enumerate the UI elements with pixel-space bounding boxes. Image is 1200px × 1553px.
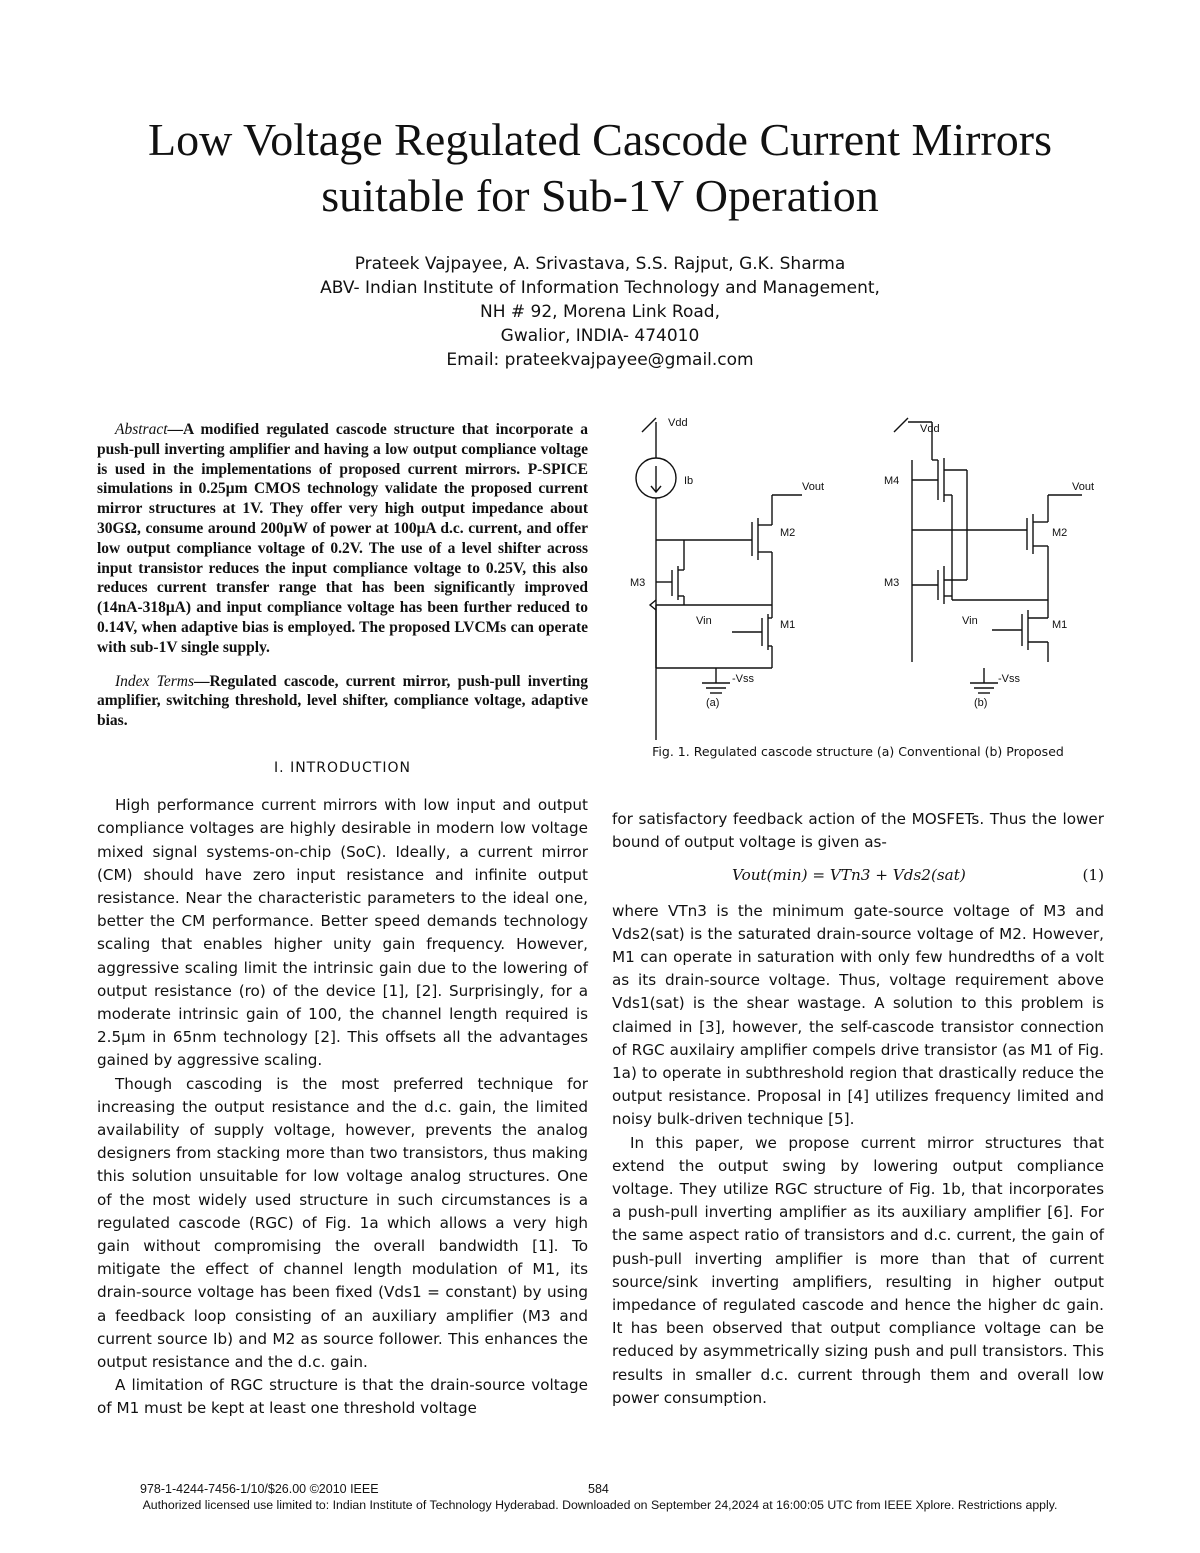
index-terms-label: Index Terms	[115, 672, 194, 690]
label-m3-a: M3	[630, 577, 646, 589]
title-line-1: Low Voltage Regulated Cascode Current Mirrors	[147, 114, 1053, 165]
isbn: 978-1-4244-7456-1/10/$26.00 ©2010 IEEE	[140, 1482, 379, 1496]
license-notice: Authorized licensed use limited to: Indian Institute of Technology Hyderabad. Downloaded on September 24,2024 at 16:00:05 UTC from IEEE Xplore. Restrictions apply.	[142, 1498, 1058, 1512]
author-block	[0, 252, 1200, 372]
label-m4: M4	[884, 475, 900, 487]
index-terms	[97, 672, 588, 731]
right-column	[612, 808, 1104, 1410]
abstract-label: Abstract	[115, 421, 168, 438]
label-vdd-b: Vdd	[920, 423, 940, 435]
paragraph: A limitation of RGC structure is that the drain-source voltage of M1 must be kept at least one threshold voltage	[97, 1376, 588, 1418]
label-m1-a: M1	[780, 619, 796, 631]
figure-1	[612, 400, 1104, 745]
abstract	[97, 420, 588, 658]
abstract-text: —A modified regulated cascode structure that incorporate a push-pull inverting amplifier and having a low output compliance voltage is used in the implementations of proposed current mirrors. P-SPICE simulations in 0.25μm CMOS technology validate the proposed current mirror structures at 1V. They offer very high output impedance about 30GΩ, consume around 200μW of power at 100μA d.c. current, and offer low output compliance voltage of 0.2V. The use of a level shifter across input transistor reduces the input compliance voltage to 0.25V, this also reduces current transfer range that has been significantly improved (14nA-318μA) and input compliance voltage has been further reduced to 0.14V, when adaptive bias is employed. The proposed LVCMs can operate with sub-1V single supply.	[97, 421, 588, 656]
affiliation-line-3: Gwalior, INDIA- 474010	[500, 326, 700, 346]
index-terms-text: —Regulated cascode, current mirror, push-pull inverting amplifier, switching threshold, level shifter, compliance voltage, adaptive bias.	[97, 672, 588, 730]
label-vdd-a: Vdd	[668, 417, 688, 429]
label-vout-b: Vout	[1072, 481, 1095, 493]
left-column	[97, 420, 588, 1421]
email: Email: prateekvajpayee@gmail.com	[446, 350, 754, 370]
circuit-diagrams	[612, 400, 1104, 745]
paragraph: Though cascoding is the most preferred technique for increasing the output resistance and the d.c. gain, the limited availability of supply voltage, however, prevents the analog designers from stacking more than two transistors, thus making this solution unsuitable for low voltage analog structures. One of the most widely used structure in such circumstances is a regulated cascode (RGC) of Fig. 1a which allows a very high gain without compromising the overall bandwidth [1]. To mitigate the effect of channel length modulation of M1, its drain-source voltage has been fixed (Vds1 = constant) by using a feedback loop consisting of an auxiliary amplifier (M3 and current source Ib) and M2 as source follower. This enhances the output resistance and the d.c. gain.	[97, 1074, 588, 1372]
label-vin-a: Vin	[696, 615, 712, 627]
paper-title	[0, 112, 1200, 224]
label-m1-b: M1	[1052, 619, 1068, 631]
label-m2-a: M2	[780, 527, 796, 539]
label-vout-a: Vout	[802, 481, 825, 493]
affiliation-line-2: NH # 92, Morena Link Road,	[479, 302, 720, 322]
title-line-2: suitable for Sub-1V Operation	[321, 170, 879, 221]
authors: Prateek Vajpayee, A. Srivastava, S.S. Rajput, G.K. Sharma	[354, 254, 846, 274]
label-m3-b: M3	[884, 577, 900, 589]
equation-number: (1)	[1082, 866, 1104, 885]
label-ib: Ib	[684, 475, 694, 487]
page-number: 584	[588, 1482, 609, 1496]
paragraph: for satisfactory feedback action of the MOSFETs. Thus the lower bound of output voltage is given as-	[612, 810, 1104, 852]
label-sub-b: (b)	[974, 697, 988, 709]
section-heading: I. INTRODUCTION	[274, 759, 411, 776]
label-sub-a: (a)	[706, 697, 720, 709]
label-m2-b: M2	[1052, 527, 1068, 539]
label-vin-b: Vin	[962, 615, 978, 627]
affiliation-line-1: ABV- Indian Institute of Information Technology and Management,	[320, 278, 880, 298]
paragraph: In this paper, we propose current mirror structures that extend the output swing by lowering output compliance voltage. They utilize RGC structure of Fig. 1b, that incorporates a push-pull inverting amplifier as its auxiliary amplifier [6]. For the same aspect ratio of transistors and d.c. current, the gain of push-pull inverting amplifier is more than that of current source/sink inverting amplifiers, resulting in higher output impedance of regulated cascode and hence the higher dc gain. It has been observed that output compliance voltage can be reduced by asymmetrically sizing push and pull transistors. This results in smaller d.c. current through them and overall low power consumption.	[612, 1133, 1104, 1407]
figure-caption: Fig. 1. Regulated cascode structure (a) Conventional (b) Proposed	[652, 744, 1064, 759]
paragraph: High performance current mirrors with low input and output compliance voltages are highly desirable in modern low voltage mixed signal systems-on-chip (SoC). Ideally, a current mirror (CM) should have zero input resistance and infinite output resistance. Near the characteristic parameters to the ideal one, better the CM performance. Better speed demands technology scaling that enables higher unity gain frequency. However, aggressive scaling limit the intrinsic gain due to the lowering of output resistance (ro) of the device [1], [2]. Surprisingly, for a moderate intrinsic gain of 100, the channel length required is 2.5μm in 65nm technology [2]. This offsets all the advantages gained by aggressive scaling.	[97, 796, 588, 1070]
paragraph: where VTn3 is the minimum gate-source voltage of M3 and Vds2(sat) is the saturated drain-source voltage of M2. However, M1 can operate in saturation with only few hundredths of a volt as its drain-source voltage. Thus, voltage requirement above Vds1(sat) is the shear wastage. A solution to this problem is claimed in [3], however, the self-cascode transistor connection of RGC auxilairy amplifier compels drive transistor (as M1 of Fig. 1a) to operate in subthreshold region that drastically reduce the output resistance. Proposal in [4] utilizes frequency limited and noisy bulk-driven technique [5].	[612, 901, 1104, 1129]
footer-isbn-line	[140, 1482, 620, 1496]
equation-1	[612, 864, 1104, 887]
equation-text: Vout(min) = VTn3 + Vds2(sat)	[732, 866, 966, 885]
label-vss-a: -Vss	[732, 673, 754, 685]
label-vss-b: -Vss	[998, 673, 1020, 685]
